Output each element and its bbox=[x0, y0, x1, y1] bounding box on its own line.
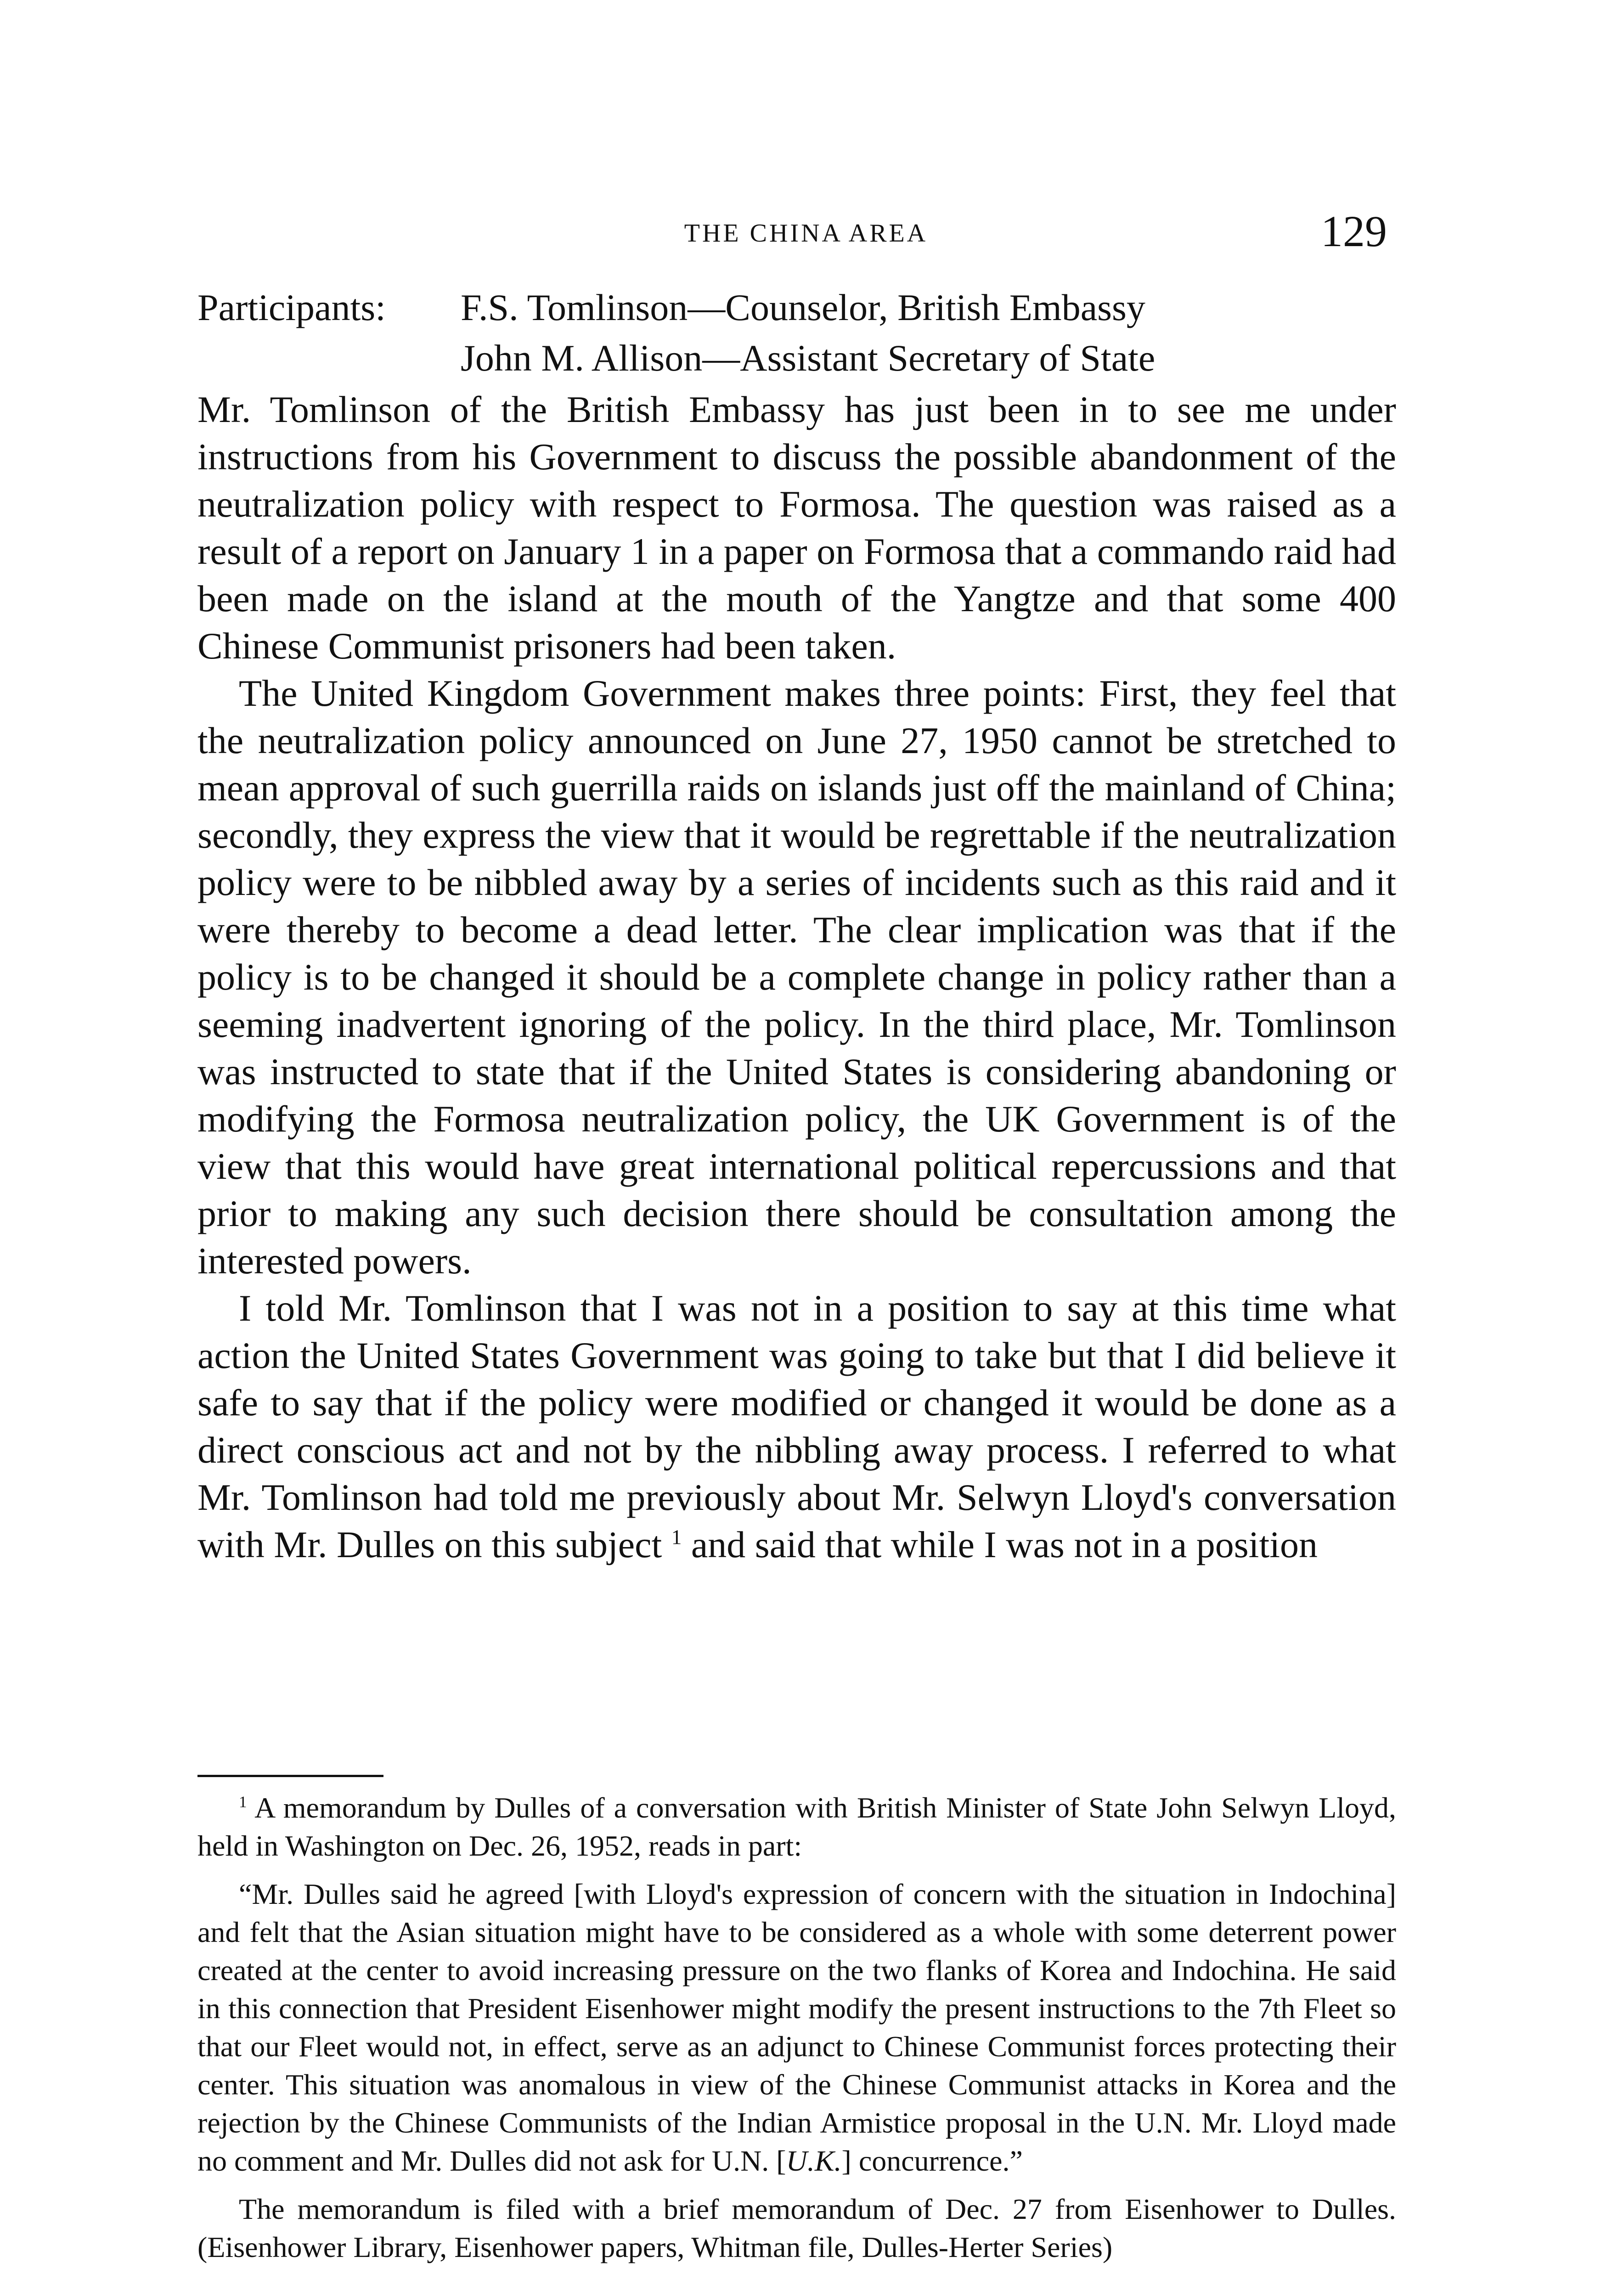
footnote-marker: 1 bbox=[239, 1793, 247, 1811]
running-head: THE CHINA AREA bbox=[684, 219, 928, 248]
footnote-quote bbox=[197, 1875, 1396, 2180]
footnote-reference: 1 bbox=[671, 1525, 682, 1549]
footnote-quote-text: “Mr. Dulles said he agreed [with Lloyd's expression of concern with the situation in Indochina] and felt that the Asian situation might have to be considered as a whole with some deterrent power created at the center to avoid increasing pressure on the two flanks of Korea and Indochina. He said in this connection that President Eisenhower might modify the present instructions to the 7th Fleet so that our Fleet would not, in effect, serve as an adjunct to Chinese Communist forces protecting their center. This situation was anomalous in view of the Chinese Communist attacks in Korea and the rejection by the Chinese Communists of the Indian Armistice proposal in the U.N. Mr. Lloyd made no comment and Mr. Dulles did not ask for U.N. [ bbox=[197, 1878, 1396, 2177]
body-paragraph: The United Kingdom Government makes three points: First, they feel that the neutralization policy announced on June 27, 1950 cannot be stretched to mean approval of such guerrilla raids on islands just off the mainland of China; secondly, they express the view that it would be regrettable if the neutralization policy were to be nibbled away by a series of incidents such as this raid and it were thereby to become a dead letter. The clear implication was that if the policy is to be changed it should be a complete change in policy rather than a seeming inadvertent ignoring of the policy. In the third place, Mr. Tomlinson was instructed to state that if the United States is considering abandoning or modifying the Formosa neutralization policy, the UK Government is of the view that this would have great international political repercussions and that prior to making any such decision there should be consultation among the interested powers. bbox=[197, 672, 1396, 1282]
participants-block bbox=[197, 282, 1392, 383]
footnote-text: A memorandum by Dulles of a conversation with British Minister of State John Selwyn Lloyd, held in Washington on Dec. 26, 1952, reads in part: bbox=[197, 1791, 1396, 1862]
footnote-insert: U.K. bbox=[786, 2144, 842, 2177]
participant-row bbox=[197, 282, 1392, 333]
footnote-intro bbox=[197, 1789, 1396, 1865]
memorandum-body bbox=[197, 386, 1396, 1568]
paragraph-text: and said that while I was not in a position bbox=[691, 1524, 1318, 1565]
footnote-quote-text: ] concurrence.” bbox=[841, 2144, 1023, 2177]
participants-label-spacer bbox=[197, 333, 461, 383]
participants-label: Participants: bbox=[197, 287, 386, 328]
footnotes bbox=[197, 1789, 1396, 2276]
participant-entry: F.S. Tomlinson—Counselor, British Embassy bbox=[461, 287, 1145, 328]
body-paragraph: Mr. Tomlinson of the British Embassy has just been in to see me under instructions from his Government to discuss the possible abandonment of the neutralization policy with respect to Formosa. The question was raised as a result of a report on January 1 in a paper on Formosa that a commando raid had been made on the island at the mouth of the Yangtze and that some 400 Chinese Communist prisoners had been taken. bbox=[197, 388, 1396, 667]
participant-entry: John M. Allison—Assistant Secretary of State bbox=[461, 337, 1155, 379]
body-paragraph bbox=[197, 1284, 1396, 1568]
participant-row bbox=[197, 333, 1392, 383]
footnote-rule bbox=[197, 1775, 383, 1777]
footnote-closing: The memorandum is filed with a brief memorandum of Dec. 27 from Eisenhower to Dulles. (Eisenhower Library, Eisenhower papers, Whitman file, Dulles-Herter Series) bbox=[197, 2193, 1396, 2263]
page-header bbox=[0, 206, 1612, 261]
paragraph-text: I told Mr. Tomlinson that I was not in a position to say at this time what action the United States Government was going to take but that I did believe it safe to say that if the policy were modified or changed it would be done as a direct conscious act and not by the nibbling away process. I referred to what Mr. Tomlinson had told me previously about Mr. Selwyn Lloyd's conversation with Mr. Dulles on this subject bbox=[197, 1287, 1396, 1565]
page-number: 129 bbox=[1321, 207, 1387, 256]
